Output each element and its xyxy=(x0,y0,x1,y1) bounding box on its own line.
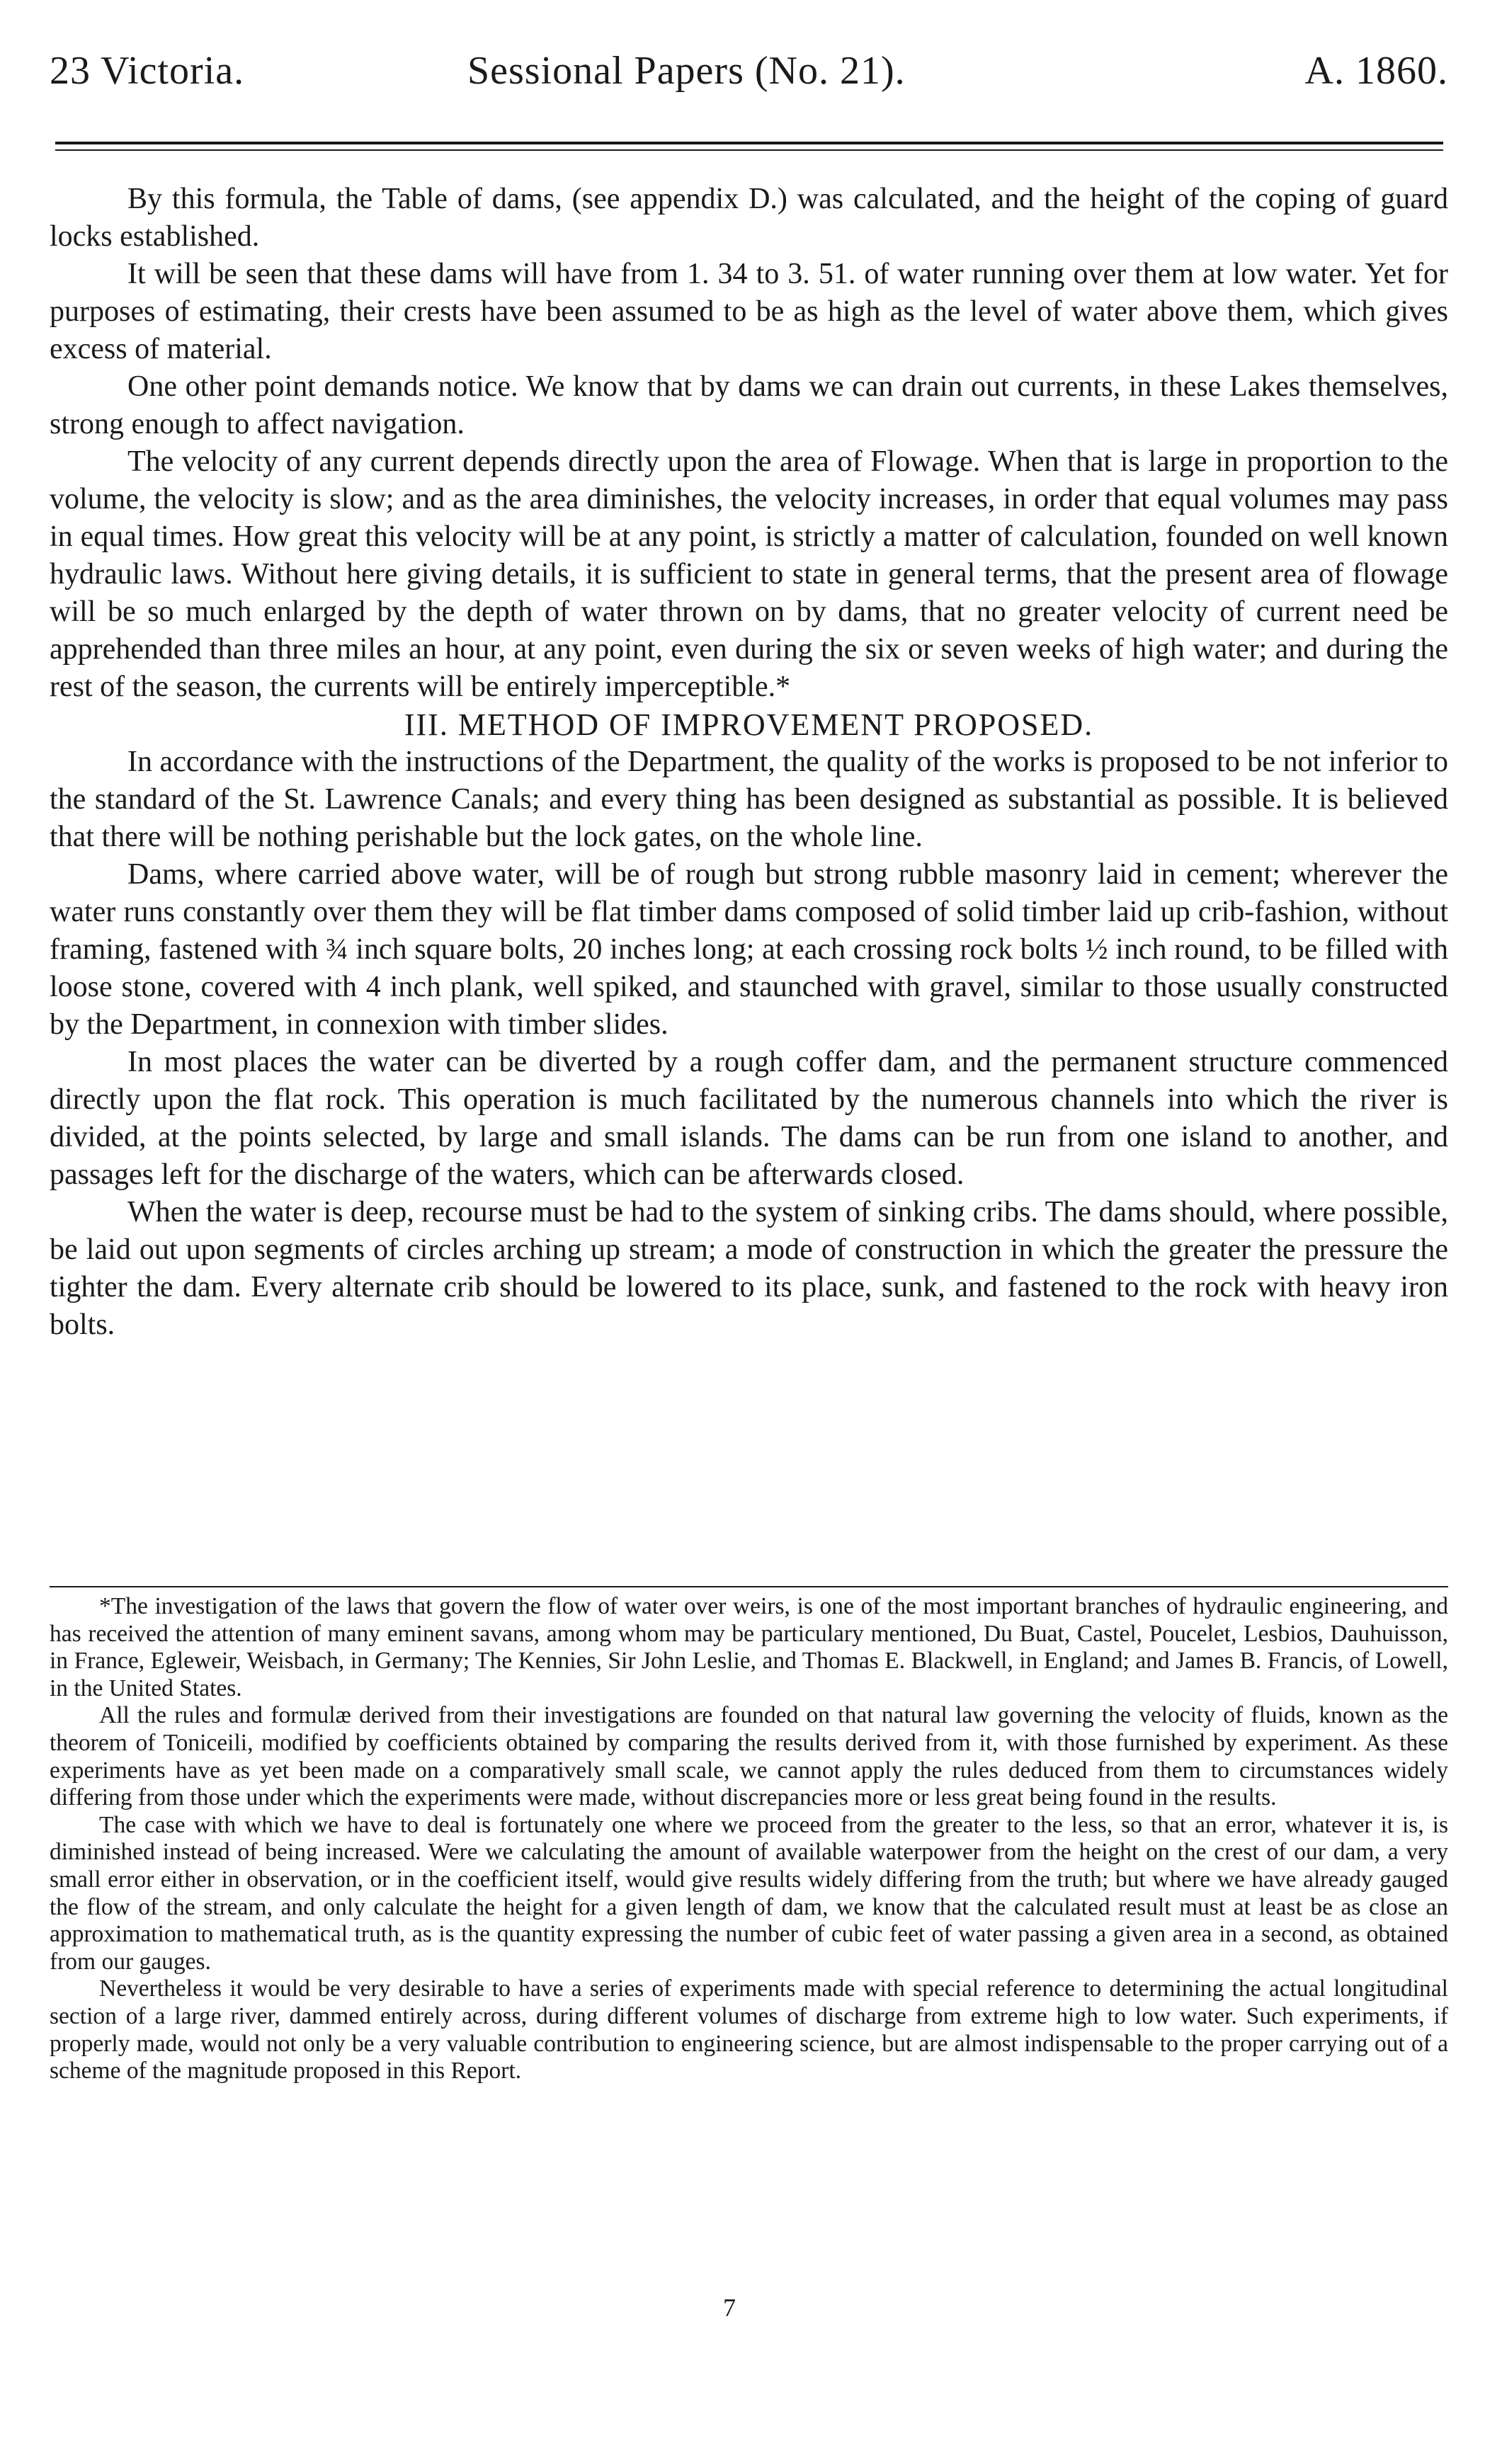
footnote-paragraph: The case with which we have to deal is fortunately one where we proceed from the greater to the less, so that an error, whatever it is, is diminished instead of being increased. Were we calculating the amount of available waterpower from the height on the crest of our dam, a very small error either in observation, or in the coefficient itself, would give results widely differing from the truth; but where we have already gauged the flow of the stream, and only calculate the height for a given length of dam, we know that the calculated result must at least be as close an approximation to mathematical truth, as is the quantity expressing the number of cubic feet of water passing a given area in a second, as obtained from our gauges. xyxy=(50,1811,1448,1975)
header-title: Sessional Papers (No. 21). xyxy=(467,49,906,93)
paragraph: It will be seen that these dams will have from 1. 34 to 3. 51. of water running over them at low water. Yet for purposes of estimating, their crests have been assumed to be as high as the level of water above them, which gives excess of material. xyxy=(50,258,1448,365)
page-number: 7 xyxy=(723,2293,736,2322)
paragraph: When the water is deep, recourse must be had to the system of sinking cribs. The dams should, where possible, be laid out upon segments of circles arching up stream; a mode of construction in which the greater the pressure the tighter the dam. Every alternate crib should be lowered to its place, sunk, and fastened to the rock with heavy iron bolts. xyxy=(50,1196,1448,1341)
footnote-rule xyxy=(50,1586,1448,1587)
running-header xyxy=(50,48,1448,105)
footnote-paragraph: *The investigation of the laws that govern the flow of water over weirs, is one of the most important branches of hydraulic engineering, and has received the attention of many eminent savans, among whom may be particulary mentioned, Du Buat, Castel, Poucelet, Lesbios, Dauhuisson, in France, Egleweir, Weisbach, in Germany; The Kennies, Sir John Leslie, and Thomas E. Blackwell, in England; and James B. Francis, of Lowell, in the United States. xyxy=(50,1593,1448,1701)
footnote xyxy=(50,1593,1448,2085)
footnote-paragraph: Nevertheless it would be very desirable to have a series of experiments made with special reference to determining the actual longitudinal section of a large river, dammed entirely across, during different volumes of discharge from extreme high to low water. Such experiments, if properly made, would not only be a very valuable contribution to engineering science, but are almost indispensable to the proper carrying out of a scheme of the magnitude proposed in this Report. xyxy=(50,1975,1448,2084)
footnote-paragraph: All the rules and formulæ derived from their investigations are founded on that natural law governing the velocity of fluids, known as the theorem of Toniceili, modified by coefficients obtained by comparing the results derived from it, with those furnished by experiment. As these experiments have as yet been made on a comparatively small scale, we cannot apply the rules deduced from them to circumstances widely differing from those under which the experiments were made, without discrepancies more or less great being found in the results. xyxy=(50,1702,1448,1811)
main-text xyxy=(50,181,1448,1344)
header-rule-thick xyxy=(55,142,1443,144)
header-rule-thin xyxy=(55,149,1443,151)
paragraph: The velocity of any current depends directly upon the area of Flowage. When that is large in proportion to the volume, the velocity is slow; and as the area diminishes, the velocity increases, in order that equal volumes may pass in equal times. How great this velocity will be at any point, is strictly a matter of calculation, founded on well known hydraulic laws. Without here giving details, it is sufficient to state in general terms, that the present area of flowage will be so much enlarged by the depth of water thrown on by dams, that no greater velocity of current need be apprehended than three miles an hour, at any point, even during the six or seven weeks of high water; and during the rest of the season, the currents will be entirely imperceptible.* xyxy=(50,445,1448,703)
paragraph: In accordance with the instructions of the Department, the quality of the works is proposed to be not inferior to the standard of the St. Lawrence Canals; and every thing has been designed as substantial as possible. It is believed that there will be nothing perishable but the lock gates, on the whole line. xyxy=(50,746,1448,853)
header-year: A. 1860. xyxy=(1304,49,1448,93)
paragraph: In most places the water can be diverted by a rough coffer dam, and the permanent structure commenced directly upon the flat rock. This operation is much facilitated by the numerous channels into which the river is divided, at the points selected, by large and small islands. The dams can be run from one island to another, and passages left for the discharge of the waters, which can be afterwards closed. xyxy=(50,1046,1448,1191)
paragraph: By this formula, the Table of dams, (see appendix D.) was calculated, and the height of the coping of guard locks established. xyxy=(50,183,1448,253)
header-volume: 23 Victoria. xyxy=(50,49,245,93)
paragraph: One other point demands notice. We know that by dams we can drain out currents, in these Lakes themselves, strong enough to affect navigation. xyxy=(50,370,1448,440)
section-heading: III. METHOD OF IMPROVEMENT PROPOSED. xyxy=(404,707,1094,742)
paragraph: Dams, where carried above water, will be of rough but strong rubble masonry laid in cement; wherever the water runs constantly over them they will be flat timber dams composed of solid timber laid up crib-fashion, without framing, fastened with ¾ inch square bolts, 20 inches long; at each crossing rock bolts ½ inch round, to be filled with loose stone, covered with 4 inch plank, well spiked, and staunched with gravel, similar to those usually constructed by the Department, in connexion with timber slides. xyxy=(50,858,1448,1041)
